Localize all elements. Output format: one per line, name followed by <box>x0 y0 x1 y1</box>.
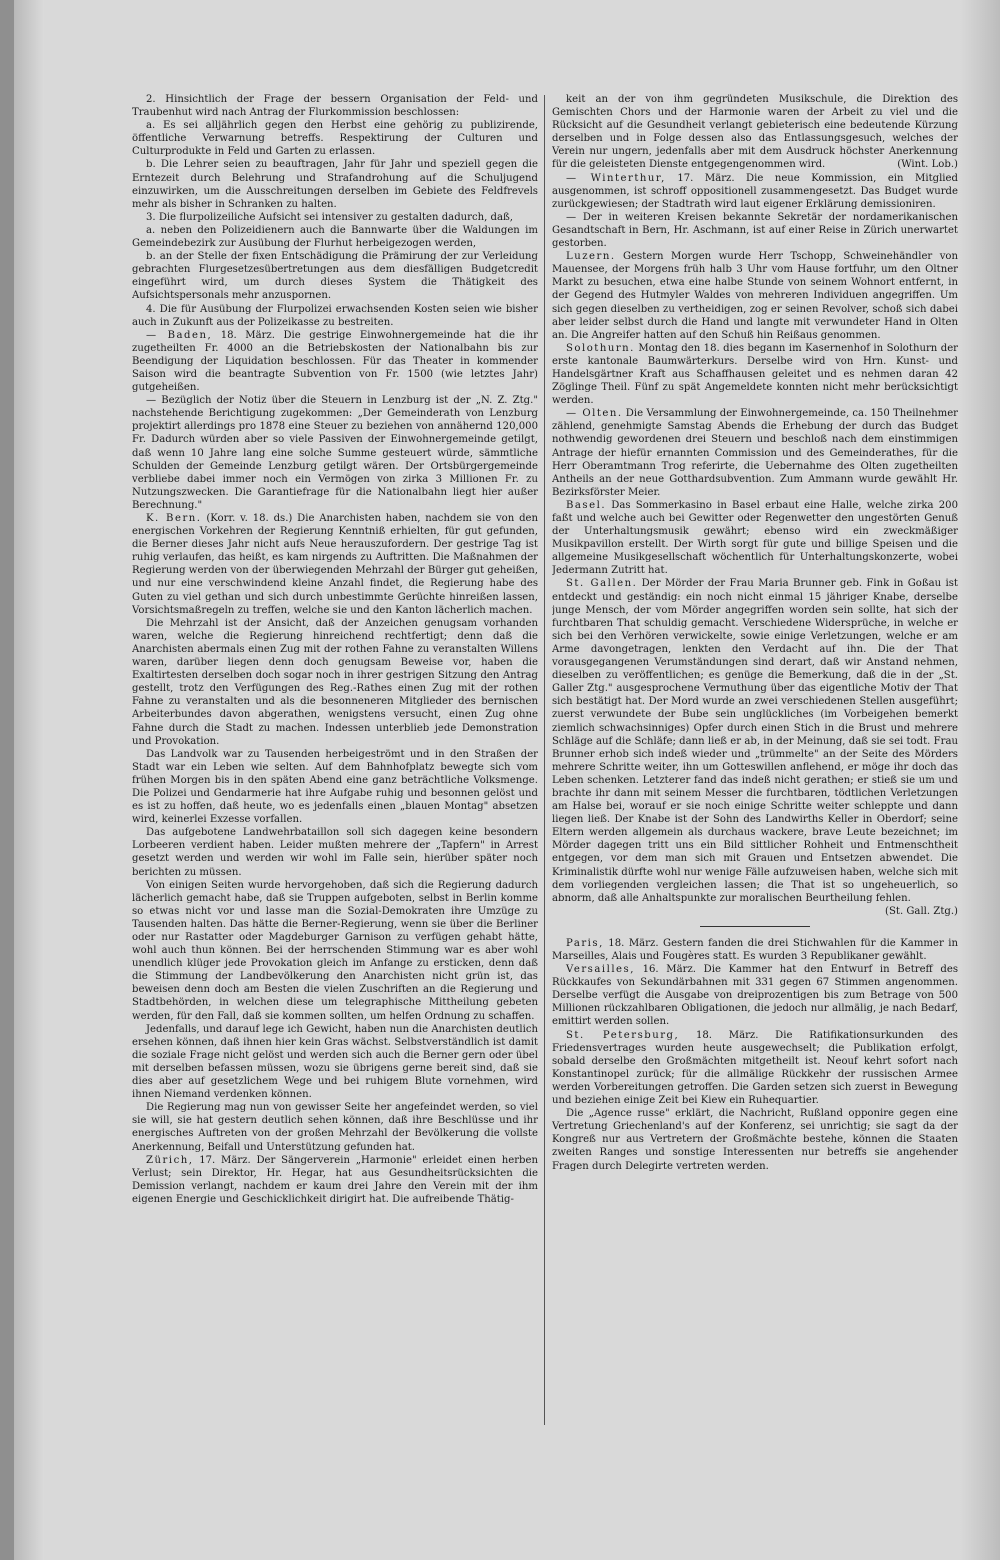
paragraph-text: Jedenfalls, und darauf lege ich Gewicht, haben nun die Anarchisten deutlich ersehen können, daß ihnen hier kein Gras wächst. Selbstverständlich ist damit die soziale Frage nicht gelöst und werden sich auch die Berner gern oder übel mit derselben befassen müssen, wozu sie übrigens gerne bereit sind, daß sie dies aber auf gesetzlichem Wege und bei ruhigem Blute vornehmen, wird ihnen Niemand verdenken können. <box>132 1023 538 1101</box>
article-paragraph <box>132 617 538 748</box>
paragraph-text: Das aufgebotene Landwehrbataillon soll sich dagegen keine besondern Lorbeeren verdient haben. Leider mußten mehrere der „Tapfern" in Arrest gesetzt werden und werden wir wohl im Falle sein, hierüber später noch berichten zu müssen. <box>132 827 538 878</box>
paragraph-text: Die Mehrzahl ist der Ansicht, daß der Anzeichen genugsam vorhanden waren, welche die Regierung hinreichend rechtfertigt; denn daß die Anarchisten abermals einen Zug mit der rothen Fahne zu veranstalten Willens waren, darüber liegen denn doch genugsam Beweise vor, haben die Exaltirtesten derselben doch sogar noch in ihrer gestrigen Sitzung den Antrag gestellt, trotz den Verfügungen des Reg.-Rathes einen Zug mit der rothen Fahne zu veranstalten und als die besonneneren Mitglieder des bernischen Arbeiterbundes davon abgerathen, wenigstens versucht, einen Zug ohne Fahne durch die Stadt zu machen. Indessen unterblieb jede Demonstration und Provokation. <box>132 617 538 747</box>
dateline-place: St. Petersburg, <box>566 1029 680 1041</box>
article-paragraph <box>132 879 538 1023</box>
article-paragraph <box>552 1107 958 1172</box>
paragraph-text: b. Die Lehrer seien zu beauftragen, Jahr für Jahr und speziell gegen die Erntezeit durch Belehrung und Strafandrohung auf die Schuljugend einzuwirken, um die Ausschreitungen derselben im Gebiete des Feldfrevels mehr als bisher in Schranken zu halten. <box>132 159 538 210</box>
paragraph-text: 16. März. Die Kammer hat den Entwurf in Betreff des Rückkaufes von Sekundärbahnen mit 331 gegen 67 Stimmen angenommen. Derselbe verfügt die Ausgabe von dreiprozentigen bis zum Betrage von 500 Millionen rückzahlbaren Obligationen, die jedoch nur allmälig, je nach Bedarf, emittirt werden sollen. <box>552 964 958 1028</box>
article-paragraph <box>552 250 958 342</box>
article-paragraph <box>552 93 958 172</box>
article-paragraph <box>552 963 958 1028</box>
paragraph-text: a. Es sei alljährlich gegen den Herbst eine gehörig zu publizirende, öffentliche Verwarnung betreffs. Respektirung der Culturen und Culturprodukte in Feld und Garten zu erlassen. <box>132 120 538 158</box>
paragraph-text: Montag den 18. dies begann im Kasernenhof in Solothurn der erste kantonale Baumwärterkurs. Derselbe wird von Hrn. Kunst- und Handelsgärtner Kraft aus Schaffhausen geleitet und es nehmen daran 42 Zöglinge Theil. Fünf zu spät Angemeldete konnten nicht mehr berücksichtigt werden. <box>552 342 958 407</box>
paragraph-text: 17. März. Der Sängerverein „Harmonie" erleidet einen herben Verlust; sein Direktor, Hr. Hegar, hat aus Gesundheitsrücksichten die Demission verlangt, nachdem er kaum drei Jahre den Verein mit der ihm eigenen Energie und Geschicklichkeit dirigirt hat. Die aufreibende Thätig- <box>132 1154 538 1205</box>
dateline-place: K. Bern. <box>146 513 202 524</box>
paragraph-text: Die „Agence russe" erklärt, die Nachricht, Rußland opponire gegen eine Vertretung Griechenland's auf der Konferenz, sei unrichtig; sie sagt da der Kongreß nur aus Vertretern der Großmächte bestehe, können die Staaten zweiten Ranges und sonstige Interessenten nur betreffs sie angehender Fragen durch Delegirte vertreten werden. <box>552 1108 958 1172</box>
paragraph-text: 18. März. Die Ratifikationsurkunden des Friedensvertrages wurden heute ausgewechselt; die Publikation erfolgt, sobald derselbe den Großmächten mitgetheilt ist. Neouf kehrt sofort nach Konstantinopel zurück; für die allmälige Rückkehr der russischen Armee werden Vorbereitungen getroffen. Die Garden setzen sich zuerst in Bewegung und beziehen einige Zeit bei Kiew ein Ruhequartier. <box>552 1029 958 1107</box>
paragraph-text: a. neben den Polizeidienern auch die Bannwarte über die Waldungen im Gemeindebezirk zur Ausübung der Flurhut herbeigezogen werden, <box>132 224 538 250</box>
article-paragraph <box>132 250 538 302</box>
article-paragraph <box>132 93 538 119</box>
article-paragraph <box>132 224 538 250</box>
paragraph-text: keit an der von ihm gegründeten Musikschule, die Direktion des Gemischten Chors und der Harmonie waren der Arbeit zu viel und die Rücksicht auf die Gesundheit verlangt gebieterisch eine bedeutende Kürzung derselben und in Folge dessen also das Entlassungsgesuch, welches der Verein nur ungern, jedenfalls aber mit dem Ausdruck höchster Anerkennung für die geleisteten Dienste entgegengenommen wird. <box>552 94 958 171</box>
article-paragraph <box>552 937 958 963</box>
paragraph-text: Das Landvolk war zu Tausenden herbeigeströmt und in den Straßen der Stadt war ein Leben wie selten. Auf dem Bahnhofplatz bewegte sich vom frühen Morgen bis in den späten Abend eine ganz beträchtliche Volksmenge. Die Polizei und Gendarmerie hat ihre Aufgabe ruhig und besonnen gelöst und es ist zu hoffen, daß heute, wo es jedenfalls einen „blauen Montag" absetzen wird, keinerlei Exzesse vorfallen. <box>132 748 538 826</box>
paragraph-text: Das Sommerkasino in Basel erbaut eine Halle, welche zirka 200 faßt und welche auch bei Gewitter oder Regenwetter den ungestörten Genuß der Unterhaltungsmusik gewährt; ebenso wird ein zweckmäßiger Musikpavillon erstellt. Der Wirth sorgt für gute und billige Speisen und die allgemeine Musikgesellschaft wöchentlich für Unterhaltungskonzerte, wobei Jedermann Zutritt hat. <box>552 499 958 577</box>
dateline-place: Solothurn. <box>566 342 635 354</box>
article-paragraph <box>132 1023 538 1102</box>
article-paragraph <box>132 1154 538 1206</box>
right-column <box>552 93 958 1438</box>
source-citation: (St. Gall. Ztg.) <box>885 905 958 917</box>
left-column <box>132 93 538 1438</box>
article-paragraph <box>132 303 538 329</box>
article-paragraph <box>552 211 958 250</box>
paragraph-text: 17. März. Die neue Kommission, ein Mitglied ausgenommen, ist schroff oppositionell zusammengesetzt. Das Budget wurde zurückgewiesen; der Stadtrath wird laut eigener Erklärung demissioniren. <box>552 172 958 210</box>
article-paragraph <box>132 119 538 158</box>
paragraph-text: (Korr. v. 18. ds.) Die Anarchisten haben, nachdem sie von den energischen Vorkehren der Regierung Kenntniß erhielten, für gut gefunden, die Berner dieses Jahr nicht aufs Neue herauszufordern. Der gestrige Tag ist ruhig verlaufen, das heißt, es kam nirgends zu Auftritten. Die Maßnahmen der Regierung werden von der überwiegenden Mehrzahl der Bürger gut geheißen, und nur eine verschwindend kleine Anzahl findet, die Regierung habe des Guten zu viel gethan und sich durch unbestimmte Gerüchte hinreißen lassen, Vorsichtsmaßregeln zu treffen, welche sie und den Kanton lächerlich machen. <box>132 513 538 616</box>
article-paragraph <box>132 826 538 878</box>
article-paragraph <box>552 577 958 917</box>
paragraph-text: Gestern Morgen wurde Herr Tschopp, Schweinehändler von Mauensee, der Morgens früh halb 3 Uhr vom Hause fortfuhr, um den Oltner Markt zu besuchen, etwa eine halbe Stunde von seinem Wohnort entfernt, in der Gegend des Hutmyler Waldes von mehreren Individuen angegriffen. Um sich gegen dieselben zu vertheidigen, zog er seinen Revolver, schoß sich dabei aber leider selbst durch die Hand und langte mit verwundeter Hand in Olten an. Die Angreifer hatten auf den Schuß hin Reißaus genommen. <box>552 251 958 341</box>
article-paragraph <box>132 748 538 827</box>
paragraph-text: 3. Die flurpolizeiliche Aufsicht sei intensiver zu gestalten dadurch, daß, <box>146 211 513 223</box>
article-paragraph <box>132 394 538 512</box>
paragraph-text: Von einigen Seiten wurde hervorgehoben, daß sich die Regierung dadurch lächerlich gemacht habe, daß sie Truppen aufgeboten, selbst in Berlin komme so etwas nicht vor und lasse man die Sozial-Demokraten ihre Umzüge zu Tausenden halten. Das hätte die Berner-Regierung, wenn sie über die Berliner oder nur Rastatter oder Magdeburger Garnison zu verfügen gehabt hätte, wohl auch thun können. Bei der herrschenden Stimmung war es aber wohl unendlich klüger jede Provokation gleich im Anfange zu ersticken, denn daß die Stimmung der Landbevölkerung den Anarchisten nicht grün ist, das beweisen denn doch am Besten die vielen Zuschriften an die Regierung und Stadtbehörden, in welchen diese um telegraphische Mittheilung gebeten werden, für den Fall, daß sie kommen sollten, um helfen Ordnung zu schaffen. <box>132 879 538 1022</box>
paragraph-text: 18. März. Gestern fanden die drei Stichwahlen für die Kammer in Marseilles, Alais und Fougères statt. Es wurden 3 Republikaner gewählt. <box>552 937 958 962</box>
article-paragraph <box>552 407 958 499</box>
article-paragraph <box>552 499 958 578</box>
dateline-place: Paris, <box>566 937 604 949</box>
paragraph-text: Die Regierung mag nun von gewisser Seite her angefeindet werden, so viel sie will, sie hat gestern deutlich sehen können, daß ihre Beschlüsse und ihr energisches Auftreten von der großen Mehrzahl der Bevölkerung die vollste Anerkennung, Beifall und Unterstützung gefunden hat. <box>132 1102 538 1153</box>
article-paragraph <box>132 158 538 210</box>
paragraph-text: Die Versammlung der Einwohnergemeinde, ca. 150 Theilnehmer zählend, genehmigte Samstag Abends die Erhebung der durch das Budget nothwendig gewordenen drei Steuern und beschloß nach dem einstimmigen Antrage der hiefür ernannten Commission und des Gemeinderathes, für die Herr Oberamtmann Trog referirte, die Uebernahme des Olten zugetheilten Antheils an der neue Gotthardsubvention. Zum Ammann wurde gewählt Hr. Bezirksförster Meier. <box>552 408 958 498</box>
paragraph-text: — Bezüglich der Notiz über die Steuern in Lenzburg ist der „N. Z. Ztg." nachstehende Berichtigung zugekommen: „Der Gemeinderath von Lenzburg projektirt allerdings pro 1878 eine Steuer zu beziehen von annähernd 120,000 Fr. Dadurch würden aber so viele Passiven der Einwohnergemeinde getilgt, daß wenn 10 Jahre lang eine solche Summe gesteuert würde, sämmtliche Schulden der Gemeinde Lenzburg getilgt wären. Der Ortsbürgergemeinde verbliebe dabei immer noch ein Vermögen von zirka 3 Millionen Fr. zu Nutzungszwecken. Die Garantiefrage für die Nationalbahn liegt hier außer Berechnung." <box>132 395 538 511</box>
article-paragraph <box>132 512 538 617</box>
paragraph-text: 18. März. Die gestrige Einwohnergemeinde hat die ihr zugetheilten Fr. 4000 an die Betriebskosten der Nationalbahn bis zur Beendigung der Liquidation beschlossen. Für das Theater in kommender Saison wird die beantragte Subvention von Fr. 1500 (wie letztes Jahr) gutgeheißen. <box>132 329 538 394</box>
dateline-place: Zürich, <box>146 1154 194 1166</box>
paragraph-text: 2. Hinsichtlich der Frage der bessern Organisation der Feld- und Traubenhut wird nach Antrag der Flurkommission beschlossen: <box>132 94 538 119</box>
dateline-place: — Baden, <box>146 329 213 341</box>
paragraph-text: Der Mörder der Frau Maria Brunner geb. Fink in Goßau ist entdeckt und geständig: ein noch nicht einmal 15 jähriger Knabe, derselbe junge Mensch, der vom Mörder angegriffen worden sein sollte, hat sich der furchtbaren That schuldig gemacht. Verschiedene Widersprüche, in welche er sich bei den Verhören verwickelte, sowie einige Verletzungen, welche er am Arme davongetragen, lenkten den Verdacht auf ihn. Die der That vorausgegangenen Verumständungen sind derart, daß wir Anstand nehmen, dieselben zu veröffentlichen; es genüge die Bemerkung, daß die in der „St. Galler Ztg." ausgesprochene Vermuthung über das eigentliche Motiv der That sich bestätigt hat. Der Mord wurde an zwei verschiedenen Stellen ausgeführt; zuerst verwundete der Bube sein unglückliches (im Vorbeigehen bemerkt ziemlich schwachsinniges) Opfer durch einen Stich in die Brust und mehrere Schläge auf die Schläfe; dann ließ er ab, in der Meinung, daß sie sei todt. Frau Brunner erhob sich indeß wieder und „trümmelte" an der Seite des Mörders mehrere Schritte weiter, ihn um Gotteswillen anflehend, er möge ihr doch das Leben schenken. Letzterer fand das indeß nicht gerathen; er stieß sie um und brachte ihr dann mit seinem Messer die furchtbaren, tödtlichen Verletzungen am Halse bei, worauf er sie noch einige Schritte weiter schleppte und dann liegen ließ. Der Knabe ist der Sohn des Landwirths Keller in Oberdorf; seine Eltern werden allgemein als durchaus wackere, brave Leute bezeichnet; im Mörder dagegen tritt uns ein Bild sittlicher Rohheit und Entmenschtheit entgegen, vor dem man sich mit Grauen und Entsetzen abwendet. Die Kriminalistik dürfte wohl nur wenige Fälle aufzuweisen haben, welche sich mit dem vorliegenden vergleichen lassen; die That ist so ungeheuerlich, so abnorm, daß alle Anhaltspunkte zur moralischen Beurtheilung fehlen. <box>552 578 958 904</box>
dateline-place: St. Gallen. <box>566 578 638 590</box>
dateline-place: Luzern. <box>566 251 616 263</box>
article-paragraph <box>552 172 958 211</box>
column-rule <box>544 95 545 1425</box>
page-fold-shadow <box>14 0 44 1560</box>
dateline-place: Versailles, <box>566 964 635 976</box>
paragraph-text: — Der in weiteren Kreisen bekannte Sekretär der nordamerikanischen Gesandtschaft in Bern, Hr. Aschmann, ist auf einer Reise in Zürich unerwartet gestorben. <box>552 211 958 250</box>
dateline-place: Basel. <box>566 499 607 511</box>
paragraph-text: b. an der Stelle der fixen Entschädigung die Prämirung der zur Verleidung gebrachten Flurgesetzesübertretungen aus dem diesfälligen Budgetcredit eingeführt wird, um durch dieses System die Thätigkeit des Aufsichtspersonals mehr anzuspornen. <box>132 251 538 302</box>
article-paragraph <box>132 1101 538 1153</box>
article-paragraph <box>552 1029 958 1108</box>
page-edge-shadow <box>960 0 1000 1560</box>
dateline-place: — Olten. <box>566 408 623 420</box>
article-paragraph <box>132 329 538 394</box>
source-citation: (Wint. Lob.) <box>897 159 958 171</box>
article-paragraph <box>132 211 538 224</box>
dateline-place: — Winterthur, <box>566 172 666 184</box>
paragraph-text: 4. Die für Ausübung der Flurpolizei erwachsenden Kosten seien wie bisher auch in Zukunft aus der Polizeikasse zu bestreiten. <box>132 303 538 328</box>
article-paragraph <box>552 342 958 407</box>
section-separator <box>700 926 810 927</box>
